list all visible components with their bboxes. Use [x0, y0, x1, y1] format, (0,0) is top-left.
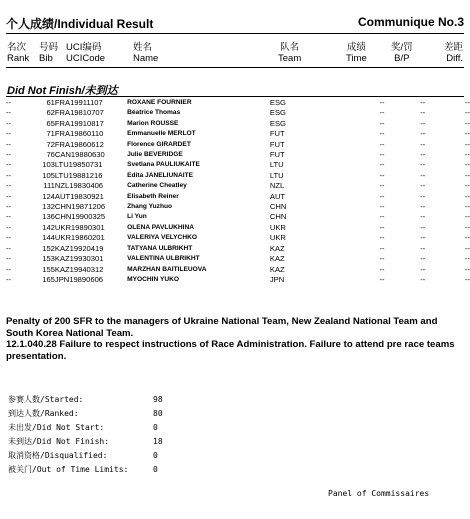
- cell-rank: --: [6, 254, 12, 264]
- header-rule-top: [6, 33, 464, 34]
- cell-name: Edita JANELIUNAITE: [127, 171, 194, 179]
- col-time: 成绩 Time: [346, 42, 367, 64]
- cell-bp: --: [420, 150, 426, 160]
- cell-bp: --: [420, 139, 426, 149]
- col-rank: 名次 Rank: [7, 42, 30, 64]
- cell-time: --: [379, 274, 385, 284]
- cell-uci: FRA19911107: [54, 98, 103, 107]
- rule-text: 12.1.040.28 Failure to respect instructions of Race Administration. Failure to attend pre race teams presentation.: [6, 339, 455, 362]
- cell-diff: --: [464, 129, 470, 139]
- cell-rank: --: [6, 108, 12, 118]
- cell-rank: --: [6, 222, 12, 232]
- cell-team: UKR: [269, 233, 286, 243]
- cell-bp: --: [420, 160, 426, 170]
- col-name: 姓名 Name: [133, 42, 159, 64]
- table-row: [6, 265, 470, 275]
- cell-uci: CHN19871206: [54, 202, 106, 212]
- cell-rank: --: [6, 139, 12, 149]
- cell-rank: --: [6, 160, 12, 170]
- cell-time: --: [379, 160, 385, 170]
- cell-uci: CAN19880630: [54, 150, 105, 160]
- cell-bib: 152: [42, 243, 55, 253]
- cell-bib: 61: [46, 98, 55, 107]
- cell-team: ESG: [269, 98, 286, 107]
- cell-diff: --: [464, 150, 470, 160]
- cell-bib: 142: [42, 222, 55, 232]
- cell-name: Zhang Yuzhuo: [127, 203, 173, 211]
- cell-uci: NZL19830406: [54, 181, 104, 191]
- cell-time: --: [379, 118, 385, 128]
- cell-rank: --: [6, 202, 12, 212]
- cell-rank: --: [6, 118, 12, 128]
- cell-bib: 105: [42, 170, 55, 180]
- table-row: [6, 254, 470, 264]
- cell-name: VALENTINA ULBRIKHT: [127, 255, 200, 263]
- table-row: [6, 98, 470, 108]
- panel-signature: Panel of Commissaires: [328, 489, 430, 498]
- cell-diff: --: [464, 274, 470, 284]
- table-row: [6, 212, 470, 222]
- cell-diff: --: [464, 243, 470, 253]
- header-rule-bottom: [6, 67, 464, 68]
- table-row: [6, 181, 470, 191]
- cell-bib: 153: [42, 254, 55, 264]
- cell-bp: --: [420, 181, 426, 191]
- cell-time: --: [379, 264, 385, 274]
- cell-bp: --: [420, 108, 426, 118]
- table-row: [6, 223, 470, 233]
- stat-otl: 被关门/Out of Time Limits: 0: [8, 465, 158, 474]
- cell-rank: --: [6, 243, 12, 253]
- table-row: [6, 171, 470, 181]
- cell-bib: 165: [42, 274, 55, 284]
- cell-uci: KAZ19930301: [54, 254, 104, 264]
- penalty-notes: [6, 316, 464, 362]
- cell-rank: --: [6, 129, 12, 139]
- cell-time: --: [379, 150, 385, 160]
- cell-bib: 76: [46, 150, 55, 160]
- cell-team: ESG: [269, 108, 286, 118]
- table-row: [6, 150, 470, 160]
- results-table: [6, 98, 470, 285]
- cell-time: --: [379, 191, 385, 201]
- cell-diff: --: [464, 191, 470, 201]
- stat-dns: 未出发/Did Not Start: 0: [8, 423, 158, 432]
- cell-diff: --: [464, 233, 470, 243]
- cell-diff: --: [464, 264, 470, 274]
- cell-team: KAZ: [269, 264, 285, 274]
- cell-time: --: [379, 98, 385, 107]
- cell-name: Elisabeth Reiner: [127, 192, 179, 200]
- cell-rank: --: [6, 274, 12, 284]
- cell-bib: 72: [46, 139, 55, 149]
- cell-bp: --: [420, 118, 426, 128]
- cell-time: --: [379, 212, 385, 222]
- section-rule: [6, 96, 464, 97]
- cell-rank: --: [6, 212, 12, 222]
- cell-rank: --: [6, 98, 12, 107]
- cell-team: FUT: [269, 150, 285, 160]
- cell-bp: --: [420, 254, 426, 264]
- cell-time: --: [379, 254, 385, 264]
- cell-name: OLENA PAVLUKHINA: [127, 223, 195, 231]
- cell-uci: LTU19881216: [54, 170, 103, 180]
- cell-rank: --: [6, 181, 12, 191]
- cell-team: UKR: [269, 222, 286, 232]
- col-diff: 差距 Diff.: [443, 42, 463, 64]
- cell-time: --: [379, 222, 385, 232]
- cell-time: --: [379, 181, 385, 191]
- cell-team: NZL: [269, 181, 285, 191]
- cell-diff: --: [464, 139, 470, 149]
- cell-team: LTU: [269, 170, 284, 180]
- cell-uci: KAZ19920419: [54, 243, 104, 253]
- cell-team: CHN: [269, 202, 287, 212]
- cell-bp: --: [420, 274, 426, 284]
- cell-bp: --: [420, 233, 426, 243]
- cell-diff: --: [464, 98, 470, 107]
- cell-name: Li Yun: [127, 213, 147, 221]
- cell-rank: --: [6, 191, 12, 201]
- cell-bib: 62: [46, 108, 55, 118]
- cell-diff: --: [464, 170, 470, 180]
- summary-stats: [8, 393, 168, 477]
- cell-team: JPN: [269, 274, 285, 284]
- cell-team: KAZ: [269, 243, 285, 253]
- cell-diff: --: [464, 254, 470, 264]
- cell-team: CHN: [269, 212, 287, 222]
- cell-uci: JPN19890606: [54, 274, 104, 284]
- cell-bp: --: [420, 264, 426, 274]
- cell-time: --: [379, 139, 385, 149]
- cell-diff: --: [464, 108, 470, 118]
- cell-bp: --: [420, 202, 426, 212]
- table-row: [6, 233, 470, 243]
- cell-time: --: [379, 243, 385, 253]
- col-uci: UCI编码 UCICode: [66, 42, 106, 64]
- cell-bp: --: [420, 212, 426, 222]
- cell-team: AUT: [269, 191, 286, 201]
- cell-bib: 132: [42, 202, 55, 212]
- cell-uci: FRA19810707: [54, 108, 104, 118]
- page-title: 个人成绩/Individual Result: [6, 17, 154, 31]
- cell-name: MARZHAN BAITILEUOVA: [127, 265, 207, 273]
- cell-uci: FRA19860612: [54, 139, 104, 149]
- section-title: Did Not Finish/未到达: [7, 85, 118, 97]
- cell-name: Emmanuelle MERLOT: [127, 130, 196, 138]
- cell-diff: --: [464, 181, 470, 191]
- table-row: [6, 119, 470, 129]
- cell-name: VALERIYA VELYCHKO: [127, 234, 197, 242]
- cell-bp: --: [420, 191, 426, 201]
- col-bib: 号码 Bib: [39, 42, 59, 64]
- cell-diff: --: [464, 212, 470, 222]
- table-row: [6, 129, 470, 139]
- cell-uci: LTU19850731: [54, 160, 103, 170]
- cell-bp: --: [420, 170, 426, 180]
- cell-name: Julie BEVERIDGE: [127, 151, 183, 159]
- cell-name: ROXANE FOURNIER: [127, 99, 192, 106]
- cell-rank: --: [6, 150, 12, 160]
- cell-bp: --: [420, 98, 426, 107]
- cell-team: LTU: [269, 160, 284, 170]
- col-bp: 奖/罚 B/P: [391, 42, 413, 64]
- cell-bib: 136: [42, 212, 55, 222]
- cell-bib: 65: [46, 118, 55, 128]
- cell-name: Béatrice Thomas: [127, 109, 181, 117]
- cell-name: MYOCHIN YUKO: [127, 275, 180, 283]
- cell-team: ESG: [269, 118, 286, 128]
- cell-rank: --: [6, 170, 12, 180]
- table-row: [6, 108, 470, 118]
- cell-time: --: [379, 129, 385, 139]
- cell-time: --: [379, 108, 385, 118]
- cell-bib: 144: [42, 233, 55, 243]
- cell-name: Catherine Cheatley: [127, 182, 187, 190]
- cell-bp: --: [420, 222, 426, 232]
- table-row: [6, 275, 470, 285]
- cell-diff: --: [464, 202, 470, 212]
- cell-rank: --: [6, 233, 12, 243]
- stat-started: 参赛人数/Started: 98: [8, 395, 163, 404]
- cell-bp: --: [420, 243, 426, 253]
- cell-bib: 124: [42, 191, 55, 201]
- cell-uci: AUT19830921: [54, 191, 104, 201]
- cell-diff: --: [464, 118, 470, 128]
- cell-name: TATYANA ULBRIKHT: [127, 244, 193, 252]
- col-team: 队名 Team: [278, 42, 302, 64]
- table-row: [6, 140, 470, 150]
- stat-dnf: 未到达/Did Not Finish: 18: [8, 437, 163, 446]
- cell-name: Svetlana PAULIUKAITE: [127, 161, 200, 169]
- cell-bib: 71: [46, 129, 55, 139]
- cell-name: Marion ROUSSE: [127, 119, 179, 127]
- cell-bib: 103: [42, 160, 55, 170]
- cell-uci: KAZ19940312: [54, 264, 104, 274]
- cell-time: --: [379, 202, 385, 212]
- cell-uci: UKR19890301: [54, 222, 105, 232]
- cell-time: --: [379, 170, 385, 180]
- cell-bib: 111: [43, 181, 55, 191]
- cell-team: KAZ: [269, 254, 285, 264]
- cell-uci: FRA19860110: [54, 129, 104, 139]
- cell-name: Florence GIRARDET: [127, 140, 191, 148]
- cell-team: FUT: [269, 129, 285, 139]
- cell-bp: --: [420, 129, 426, 139]
- communique-number: Communique No.3: [357, 15, 464, 29]
- cell-bib: 155: [42, 264, 55, 274]
- stat-dsq: 取消资格/Disqualified: 0: [8, 451, 158, 460]
- cell-uci: CHN19900325: [54, 212, 106, 222]
- table-row: [6, 202, 470, 212]
- cell-diff: --: [464, 222, 470, 232]
- table-row: [6, 160, 470, 170]
- cell-time: --: [379, 233, 385, 243]
- cell-rank: --: [6, 264, 12, 274]
- table-row: [6, 244, 470, 254]
- cell-diff: --: [464, 160, 470, 170]
- stat-ranked: 到达人数/Ranked: 80: [8, 409, 163, 418]
- cell-uci: UKR19860201: [54, 233, 105, 243]
- cell-team: FUT: [269, 139, 285, 149]
- table-row: [6, 192, 470, 202]
- penalty-text: Penalty of 200 SFR to the managers of Ukraine National Team, New Zealand National Team and South Korea National Team.: [6, 316, 438, 339]
- cell-uci: FRA19910817: [54, 118, 104, 128]
